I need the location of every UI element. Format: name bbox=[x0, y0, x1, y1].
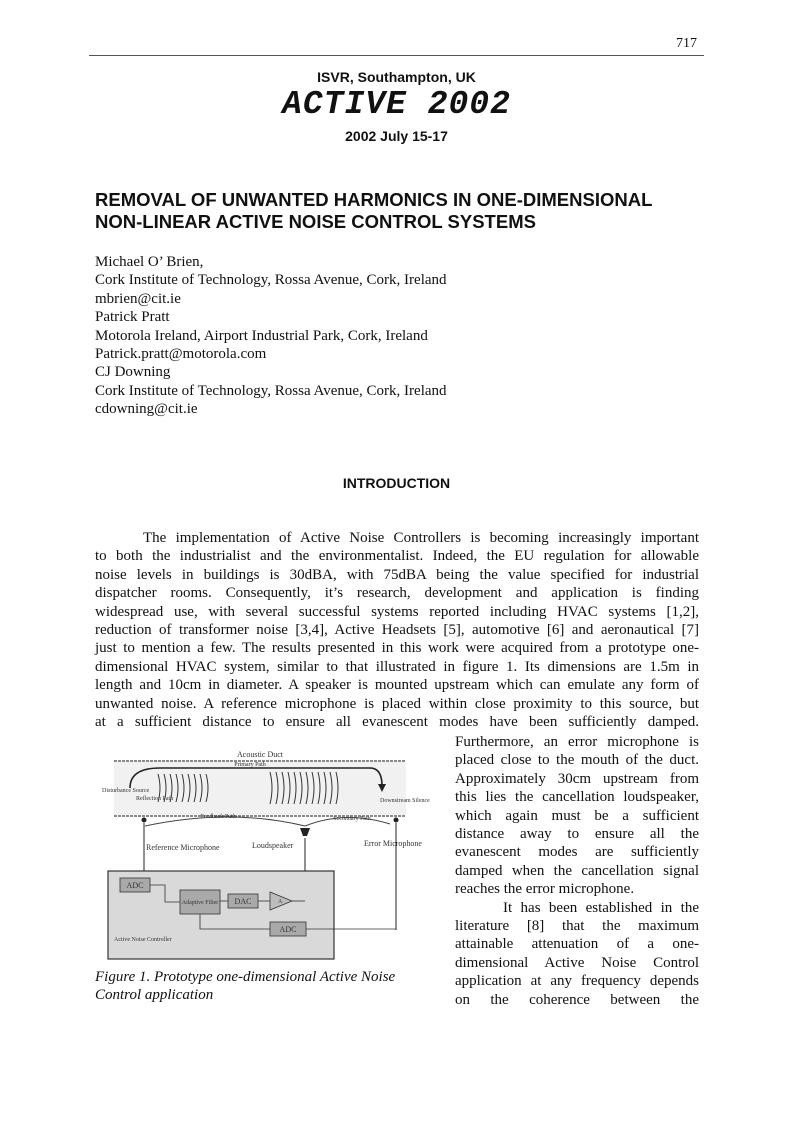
text-line: length and 10cm in diameter. A speaker is mounted upstream which can emulate any form of bbox=[95, 677, 699, 694]
intro-right-column bbox=[455, 733, 699, 1009]
text-line: at a sufficient distance to ensure all evanescent modes have been sufficiently damped. bbox=[95, 714, 699, 731]
duct-interior bbox=[114, 762, 406, 815]
text-line: placed close to the mouth of the duct. bbox=[455, 752, 699, 769]
text-line: The implementation of Active Noise Controllers is becoming increasingly important bbox=[143, 530, 699, 546]
error-mic-label: Error Microphone bbox=[364, 839, 422, 848]
caption-line: Control application bbox=[95, 987, 214, 1004]
text-line: damped when the cancellation signal bbox=[455, 862, 699, 879]
author-email: Patrick.pratt@motorola.com bbox=[95, 346, 267, 363]
paper-title bbox=[95, 189, 705, 233]
conference-name: ACTIVE 2002 bbox=[282, 86, 511, 123]
conference-location: ISVR, Southampton, UK bbox=[317, 69, 476, 85]
reflection-path-label: Reflection Path bbox=[136, 796, 174, 802]
text-line: distance away to ensure all the bbox=[455, 826, 699, 843]
text-line: to both the industrialist and the environmentalist. Indeed, the EU regulation for allowable bbox=[95, 548, 699, 565]
anc-system-diagram bbox=[100, 748, 430, 963]
controller-label: Active Noise Controller bbox=[114, 937, 172, 943]
loudspeaker-icon bbox=[300, 828, 310, 836]
page-number: 717 bbox=[676, 36, 697, 51]
secondary-path-label: Secondary Path bbox=[333, 816, 371, 822]
text-line: which again must be a sufficient bbox=[455, 807, 699, 824]
text-line: unwanted noise. A reference microphone is placed within close proximity to this source, but bbox=[95, 695, 699, 712]
intro-paragraph-1 bbox=[95, 529, 699, 731]
adaptive-filter-label: Adaptive Filter bbox=[181, 900, 219, 906]
figure-1-diagram bbox=[100, 748, 430, 963]
adc-input-label: ADC bbox=[126, 881, 144, 890]
adc-output-label: ADC bbox=[279, 925, 297, 934]
author-affiliation: Motorola Ireland, Airport Industrial Park, Cork, Ireland bbox=[95, 327, 428, 344]
text-line: Furthermore, an error microphone is bbox=[455, 734, 699, 750]
duct-label: Acoustic Duct bbox=[237, 750, 283, 759]
title-line: NON-LINEAR ACTIVE NOISE CONTROL SYSTEMS bbox=[95, 211, 536, 232]
loudspeaker-label: Loudspeaker bbox=[252, 841, 294, 850]
author-name: Patrick Pratt bbox=[95, 309, 170, 326]
header-rule bbox=[89, 55, 704, 56]
error-microphone-icon bbox=[394, 818, 399, 823]
text-line: attainable attenuation of a one- bbox=[455, 936, 699, 953]
conference-dates: 2002 July 15-17 bbox=[345, 128, 448, 144]
dac-label: DAC bbox=[234, 897, 252, 906]
text-line: reaches the error microphone. bbox=[455, 881, 635, 898]
text-line: noise levels in buildings is 30dBA, with 75dBA being the value specified for industrial bbox=[95, 566, 699, 583]
text-line: evanescent modes are sufficiently bbox=[455, 844, 699, 861]
author-email: mbrien@cit.ie bbox=[95, 290, 181, 307]
author-affiliation: Cork Institute of Technology, Rossa Avenue, Cork, Ireland bbox=[95, 382, 447, 399]
text-line: just to mention a few. The results presented in this work were acquired from a prototype one- bbox=[95, 640, 699, 657]
text-line: Approximately 30cm upstream from bbox=[455, 770, 699, 787]
author-email: cdowning@cit.ie bbox=[95, 401, 198, 418]
amplifier-label: A bbox=[278, 899, 283, 905]
author-affiliation: Cork Institute of Technology, Rossa Avenue, Cork, Ireland bbox=[95, 272, 447, 289]
text-line: dimensional HVAC system, similar to that illustrated in figure 1. Its dimensions are 1.5m in bbox=[95, 658, 699, 675]
figure-1-caption bbox=[95, 968, 430, 1005]
feedback-path-label: Feedback Path bbox=[200, 814, 236, 820]
text-line: dimensional Active Noise Control bbox=[455, 954, 699, 971]
disturbance-source-label: Disturbance Source bbox=[102, 788, 150, 794]
text-line: literature [8] that the maximum bbox=[455, 918, 699, 935]
text-line: reduction of transformer noise [3,4], Active Headsets [5], automotive [6] and aeronautical [7] bbox=[95, 622, 699, 639]
author-name: Michael O’ Brien, bbox=[95, 254, 204, 270]
downstream-silence-label: Downstream Silence bbox=[380, 798, 430, 804]
text-line: It has been established in the bbox=[503, 899, 699, 916]
caption-line: Figure 1. Prototype one-dimensional Active Noise bbox=[95, 969, 396, 985]
author-block bbox=[95, 253, 447, 419]
reference-mic-label: Reference Microphone bbox=[146, 843, 220, 852]
primary-path-label: Primary Path bbox=[234, 762, 266, 768]
text-line: dispatcher rooms. Consequently, it’s research, development and application is finding bbox=[95, 585, 699, 602]
author-name: CJ Downing bbox=[95, 364, 171, 381]
title-line: REMOVAL OF UNWANTED HARMONICS IN ONE-DIMENSIONAL bbox=[95, 189, 653, 210]
text-line: this lies the cancellation loudspeaker, bbox=[455, 789, 699, 806]
reference-microphone-icon bbox=[142, 818, 147, 823]
text-line: widespread use, with several successful systems reported including HVAC systems [1,2], bbox=[95, 603, 699, 620]
text-line: application at any frequency depends bbox=[455, 973, 699, 990]
text-line: on the coherence between the bbox=[455, 991, 699, 1008]
section-heading-introduction: INTRODUCTION bbox=[342, 475, 451, 491]
